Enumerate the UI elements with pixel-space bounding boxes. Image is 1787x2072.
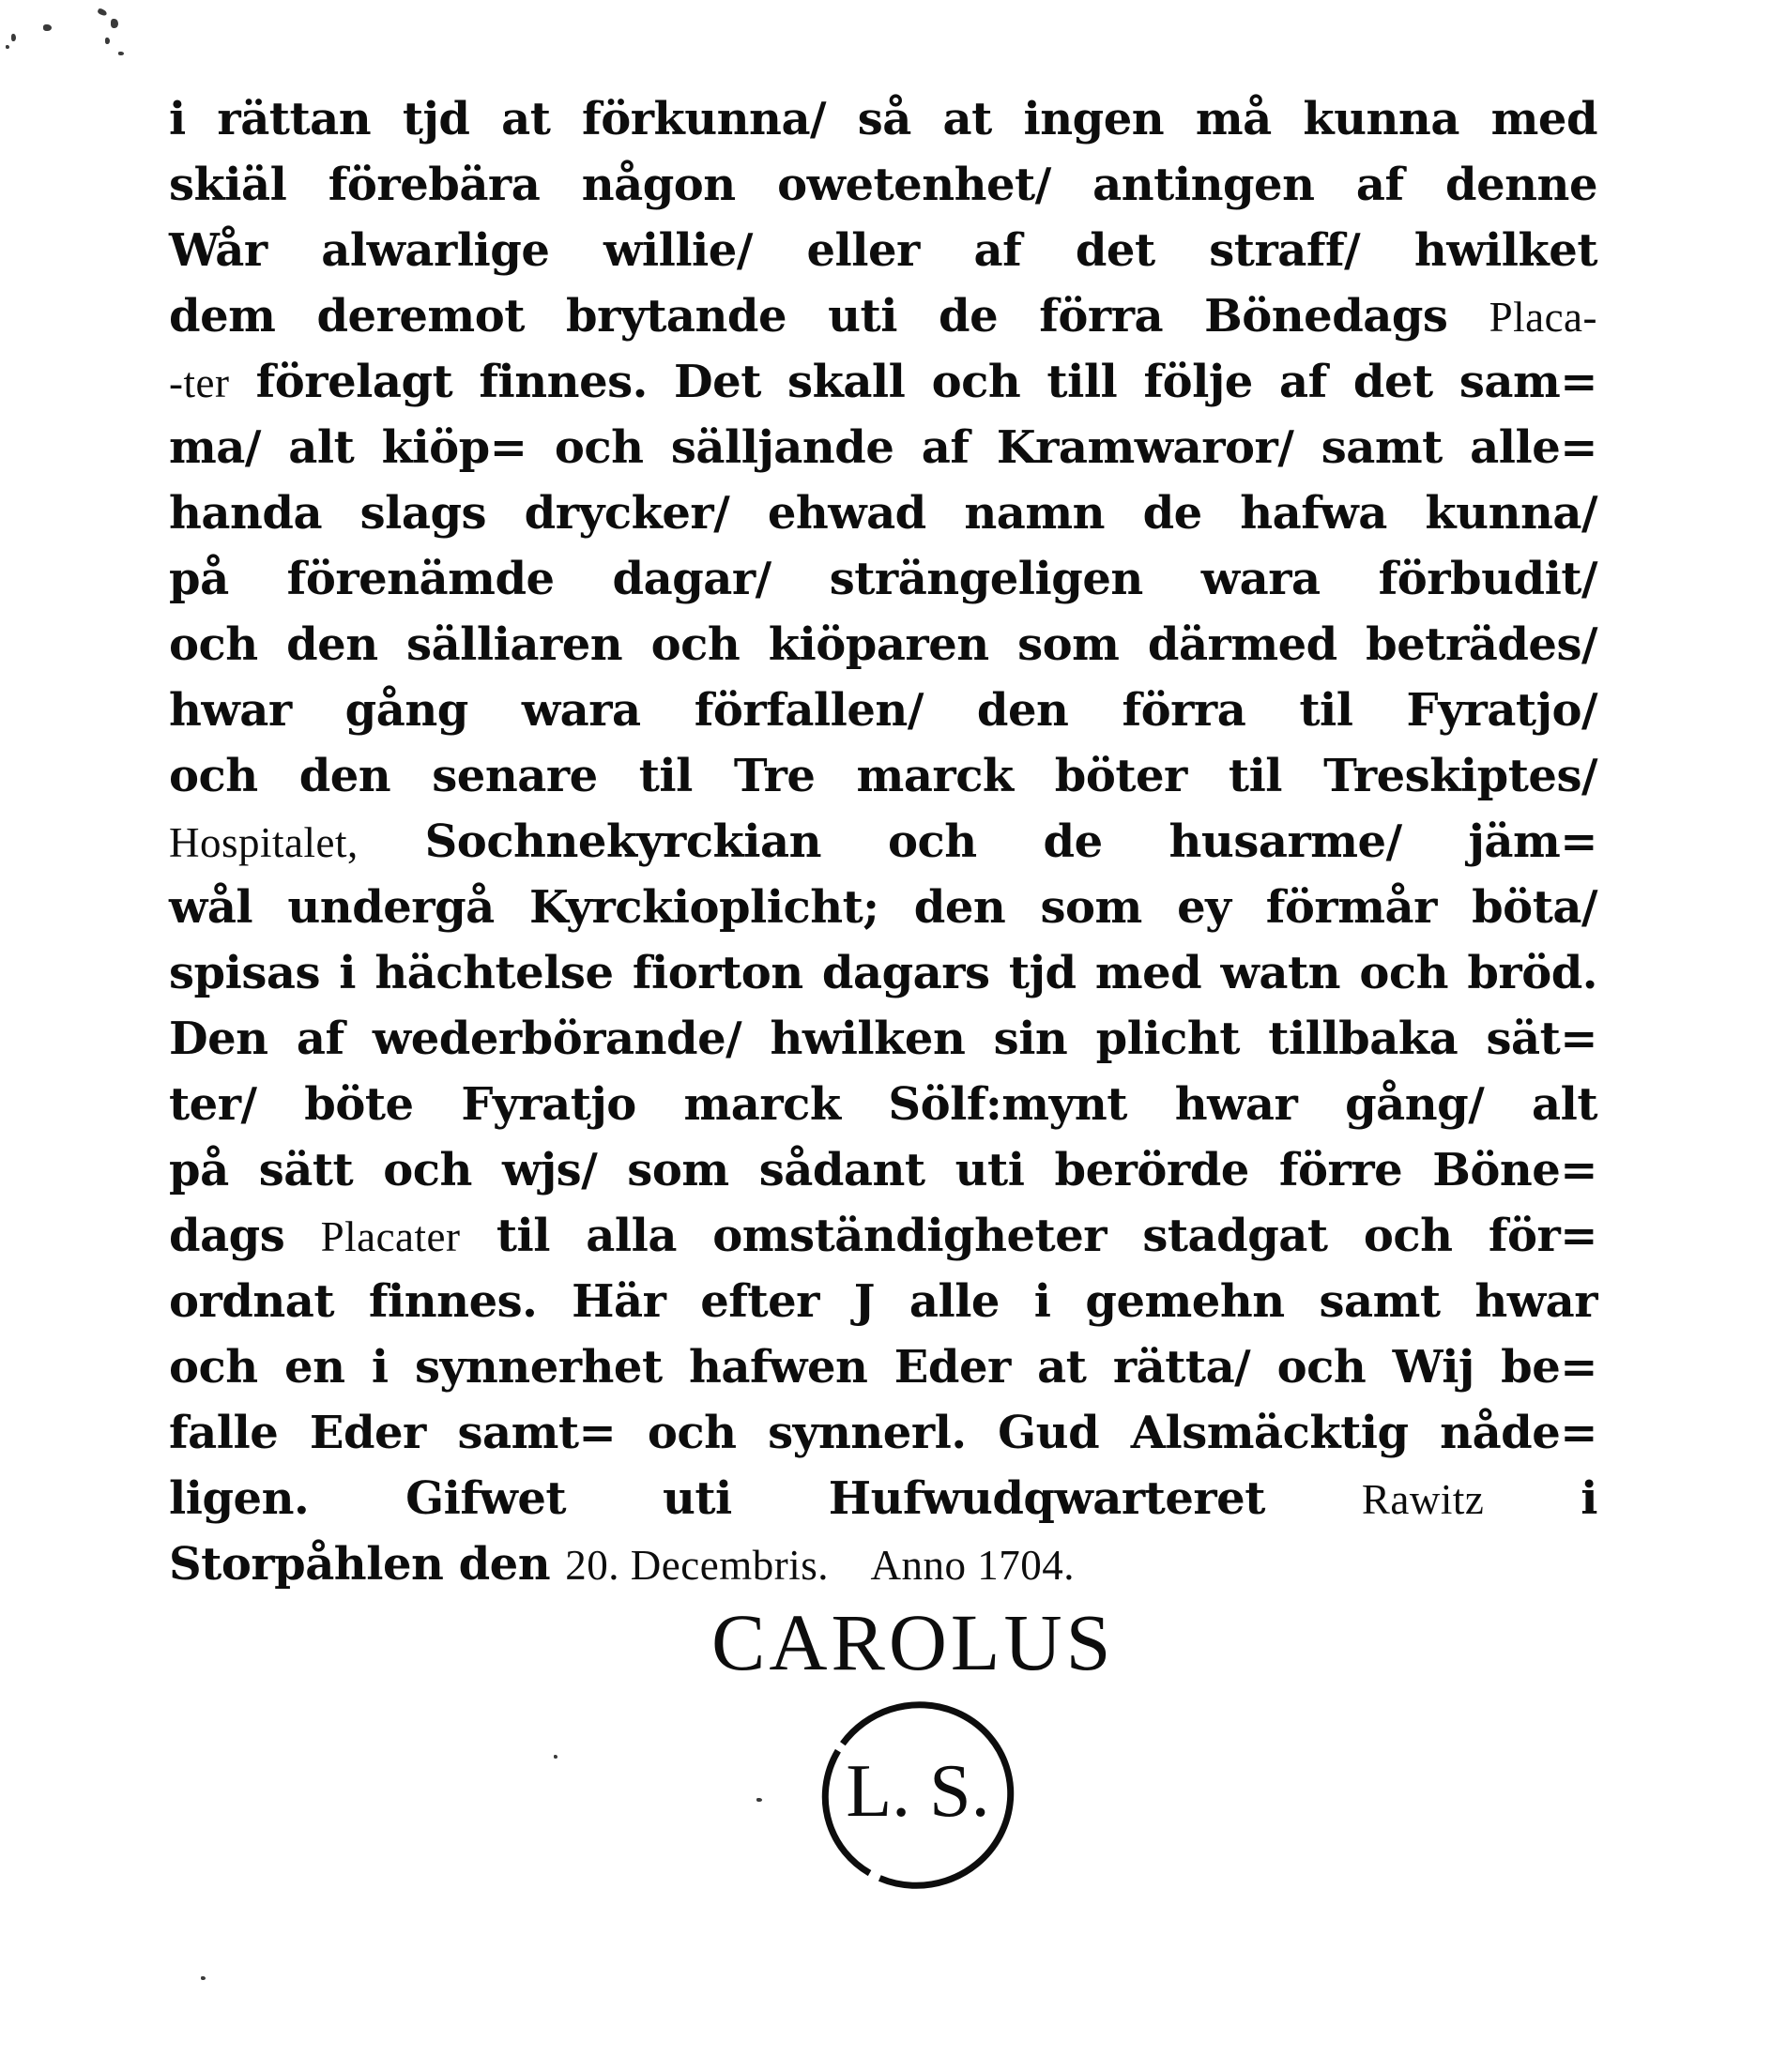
- text-segment-antiqua: Placater: [320, 1213, 461, 1260]
- ink-speck: [11, 34, 16, 41]
- text-line: [169, 1269, 1597, 1334]
- text-line: [169, 940, 1597, 1006]
- text-segment-fraktur: spisas i hächtelse fiorton dagars tjd med watn och bröd.: [169, 947, 1597, 999]
- text-line: [169, 218, 1597, 283]
- text-segment-fraktur: förelagt finnes. Det skall och till följe af det sam=: [229, 356, 1597, 408]
- text-line: [169, 612, 1597, 678]
- text-segment-fraktur: ter/ böte Fyratjo marck Sölf:mynt hwar gång/ alt: [169, 1078, 1597, 1131]
- text-line: [169, 875, 1597, 940]
- text-line: [169, 152, 1597, 218]
- seal-initials: L. S.: [846, 1750, 990, 1833]
- text-line: [169, 1334, 1597, 1400]
- text-line: [169, 86, 1597, 152]
- ink-speck: [97, 8, 108, 17]
- text-segment-fraktur: i rättan tjd at förkunna/ så at ingen må kunna med: [169, 93, 1597, 145]
- text-segment-antiqua: [829, 1542, 871, 1589]
- ink-speck: [756, 1798, 762, 1802]
- text-line: [169, 1466, 1597, 1531]
- signature-carolus: CAROLUS: [711, 1597, 1115, 1687]
- text-segment-fraktur: ordnat finnes. Här efter J alle i gemehn samt hwar: [169, 1275, 1597, 1328]
- text-segment-fraktur: på förenämde dagar/ strängeligen wara förbudit/: [169, 553, 1597, 605]
- text-segment-fraktur: hwar gång wara förfallen/ den förra til Fyratjo/: [169, 684, 1597, 737]
- ink-speck: [43, 24, 52, 31]
- text-segment-fraktur: til alla omständigheter stadgat och för=: [460, 1210, 1597, 1262]
- text-line: [169, 546, 1597, 612]
- text-block: [169, 86, 1597, 1597]
- text-segment-antiqua: Anno 1704.: [870, 1542, 1075, 1589]
- text-segment-antiqua: -ter: [169, 359, 230, 406]
- text-line: [169, 1531, 1597, 1597]
- text-segment-fraktur: och en i synnerhet hafwen Eder at rätta/ och Wij be=: [169, 1341, 1597, 1394]
- royal-seal: [818, 1700, 1017, 1894]
- text-segment-fraktur: ligen. Gifwet uti Hufwudqwarteret: [169, 1472, 1362, 1525]
- text-segment-fraktur: Wår alwarlige willie/ eller af det straff/ hwilket: [169, 224, 1597, 277]
- text-segment-fraktur: dags: [169, 1210, 321, 1262]
- ink-speck: [111, 19, 118, 28]
- text-segment-fraktur: Sochnekyrckian och de husarme/ jäm=: [358, 815, 1597, 868]
- text-segment-antiqua: 20. Decembris.: [565, 1542, 829, 1589]
- text-segment-fraktur: falle Eder samt= och synnerl. Gud Alsmäcktig nåde=: [169, 1407, 1597, 1459]
- text-segment-antiqua: Rawitz: [1361, 1476, 1485, 1523]
- text-segment-fraktur: wål undergå Kyrckioplicht; den som ey förmår böta/: [169, 881, 1597, 934]
- text-segment-fraktur: Den af wederbörande/ hwilken sin plicht tillbaka sät=: [169, 1013, 1597, 1065]
- text-line: [169, 678, 1597, 743]
- ink-speck: [554, 1755, 557, 1759]
- text-segment-fraktur: på sätt och wjs/ som sådant uti berörde förre Böne=: [169, 1144, 1597, 1196]
- text-line: [169, 480, 1597, 546]
- text-line: [169, 1072, 1597, 1137]
- text-segment-fraktur: och den sälliaren och kiöparen som därmed beträdes/: [169, 618, 1597, 671]
- text-line: [169, 415, 1597, 480]
- text-segment-fraktur: Storpåhlen den: [169, 1538, 566, 1591]
- text-line: [169, 1006, 1597, 1072]
- text-line: [169, 1203, 1597, 1269]
- text-segment-fraktur: i: [1484, 1472, 1597, 1525]
- text-segment-fraktur: handa slags drycker/ ehwad namn de hafwa kunna/: [169, 487, 1597, 540]
- text-segment-fraktur: ma/ alt kiöp= och sälljande af Kramwaror/ samt alle=: [169, 421, 1597, 474]
- text-segment-fraktur: och den senare til Tre marck böter til Treskiptes/: [169, 750, 1597, 802]
- text-line: [169, 1400, 1597, 1466]
- ink-speck: [201, 1976, 206, 1980]
- text-line: [169, 809, 1597, 875]
- text-segment-fraktur: skiäl förebära någon owetenhet/ antingen af denne: [169, 159, 1597, 211]
- text-line: [169, 743, 1597, 809]
- ink-speck: [118, 52, 124, 55]
- text-segment-antiqua: Hospitalet,: [169, 819, 359, 866]
- text-segment-antiqua: Placa-: [1489, 294, 1597, 341]
- ink-speck: [6, 45, 9, 49]
- ink-speck: [105, 38, 110, 44]
- text-line: [169, 1137, 1597, 1203]
- text-line: [169, 283, 1597, 349]
- text-segment-fraktur: dem deremot brytande uti de förra Bönedags: [169, 290, 1489, 343]
- text-line: [169, 349, 1597, 415]
